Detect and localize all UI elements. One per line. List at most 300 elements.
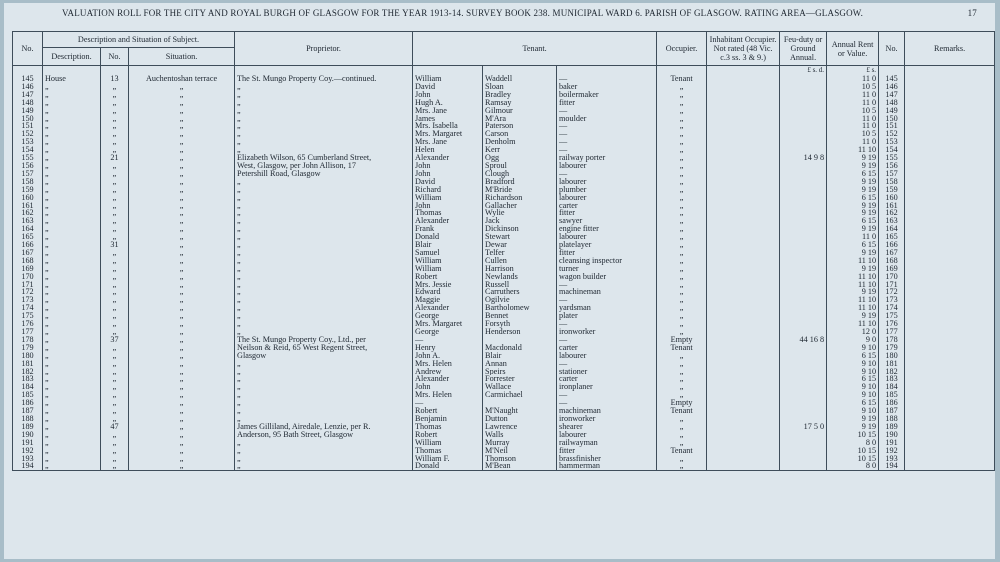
row-number-right: 154: [879, 146, 905, 154]
row-tenant-surname: Dickinson: [483, 225, 557, 233]
row-house-number: „: [101, 391, 129, 399]
row-number-right: 193: [879, 455, 905, 463]
row-tenant-first-name: Mrs. Jane: [413, 138, 483, 146]
row-house-number: „: [101, 130, 129, 138]
row-house-number: „: [101, 281, 129, 289]
row-remarks: [905, 241, 995, 249]
row-number: 168: [13, 257, 43, 265]
row-inhabitant-occupier: [707, 304, 780, 312]
row-occupier: Tenant: [657, 407, 707, 415]
row-proprietor: „: [235, 415, 413, 423]
row-number-right: 162: [879, 209, 905, 217]
row-occupier: „: [657, 130, 707, 138]
row-tenant-first-name: Mrs. Helen: [413, 391, 483, 399]
header-inhabitant-occupier: Inhabitant Occupier. Not rated (48 Vic. c.3 ss. 3 & 9.): [707, 32, 780, 66]
row-annual-rent: 9 10: [827, 391, 879, 399]
row-number: 176: [13, 320, 43, 328]
row-number: 181: [13, 360, 43, 368]
header-description: Description.: [43, 48, 101, 66]
row-feu-duty: [780, 130, 827, 138]
row-tenant-surname: Thomson: [483, 455, 557, 463]
row-feu-duty: [780, 107, 827, 115]
row-annual-rent: 11 0: [827, 75, 879, 83]
row-inhabitant-occupier: [707, 194, 780, 202]
row-tenant-first-name: Robert: [413, 407, 483, 415]
row-situation: „: [129, 115, 235, 123]
row-situation: „: [129, 146, 235, 154]
row-number: 182: [13, 368, 43, 376]
header-no: No.: [13, 32, 43, 66]
table-row: [13, 281, 995, 289]
row-remarks: [905, 296, 995, 304]
row-number: 175: [13, 312, 43, 320]
row-situation: „: [129, 383, 235, 391]
row-tenant-first-name: Donald: [413, 233, 483, 241]
row-feu-duty: [780, 447, 827, 455]
row-tenant-first-name: Alexander: [413, 304, 483, 312]
row-house-number: „: [101, 360, 129, 368]
row-occupier: „: [657, 233, 707, 241]
row-annual-rent: 10 5: [827, 107, 879, 115]
row-number-right: 194: [879, 462, 905, 470]
row-annual-rent: 9 19: [827, 249, 879, 257]
row-situation: „: [129, 225, 235, 233]
row-proprietor: „: [235, 186, 413, 194]
row-situation: „: [129, 281, 235, 289]
row-feu-duty: [780, 383, 827, 391]
row-tenant-surname: Russell: [483, 281, 557, 289]
row-situation: „: [129, 360, 235, 368]
row-number-right: 191: [879, 439, 905, 447]
row-inhabitant-occupier: [707, 209, 780, 217]
row-occupier: Tenant: [657, 344, 707, 352]
row-annual-rent: 9 19: [827, 225, 879, 233]
row-description: „: [43, 447, 101, 455]
row-tenant-surname: Richardson: [483, 194, 557, 202]
row-annual-rent: 6 15: [827, 217, 879, 225]
row-proprietor: „: [235, 455, 413, 463]
row-remarks: [905, 209, 995, 217]
table-row: [13, 162, 995, 170]
row-annual-rent: 11 0: [827, 233, 879, 241]
row-number-right: 190: [879, 431, 905, 439]
row-occupier: „: [657, 178, 707, 186]
row-tenant-first-name: Alexander: [413, 217, 483, 225]
units-row: [13, 66, 995, 76]
row-number-right: 192: [879, 447, 905, 455]
header-annual-rent: Annual Rent or Value.: [827, 32, 879, 66]
row-description: „: [43, 233, 101, 241]
row-number: 180: [13, 352, 43, 360]
row-tenant-occupation: —: [557, 296, 657, 304]
row-situation: „: [129, 352, 235, 360]
row-annual-rent: 11 10: [827, 304, 879, 312]
row-tenant-first-name: William F.: [413, 455, 483, 463]
row-inhabitant-occupier: [707, 99, 780, 107]
row-proprietor: „: [235, 233, 413, 241]
row-annual-rent: 9 19: [827, 186, 879, 194]
row-house-number: „: [101, 249, 129, 257]
row-feu-duty: [780, 273, 827, 281]
row-tenant-occupation: carter: [557, 344, 657, 352]
row-description: „: [43, 360, 101, 368]
row-tenant-surname: Paterson: [483, 122, 557, 130]
row-occupier: „: [657, 265, 707, 273]
row-feu-duty: [780, 312, 827, 320]
row-house-number: „: [101, 225, 129, 233]
row-annual-rent: 10 5: [827, 130, 879, 138]
header-feu-duty: Feu-duty or Ground Annual.: [780, 32, 827, 66]
table-row: [13, 209, 995, 217]
row-number-right: 152: [879, 130, 905, 138]
table-row: [13, 368, 995, 376]
row-annual-rent: 6 15: [827, 194, 879, 202]
row-inhabitant-occupier: [707, 439, 780, 447]
row-inhabitant-occupier: [707, 273, 780, 281]
row-house-number: „: [101, 447, 129, 455]
row-description: „: [43, 146, 101, 154]
row-situation: „: [129, 233, 235, 241]
row-tenant-surname: Stewart: [483, 233, 557, 241]
row-tenant-surname: Lawrence: [483, 423, 557, 431]
row-description: House: [43, 75, 101, 83]
row-feu-duty: [780, 186, 827, 194]
row-occupier: „: [657, 383, 707, 391]
row-tenant-surname: Telfer: [483, 249, 557, 257]
row-remarks: [905, 122, 995, 130]
row-tenant-first-name: Mrs. Margaret: [413, 130, 483, 138]
row-tenant-surname: Murray: [483, 439, 557, 447]
row-tenant-occupation: labourer: [557, 178, 657, 186]
row-occupier: „: [657, 194, 707, 202]
row-proprietor: Glasgow: [235, 352, 413, 360]
row-house-number: „: [101, 352, 129, 360]
row-occupier: „: [657, 154, 707, 162]
table-row: [13, 83, 995, 91]
row-tenant-occupation: ironplaner: [557, 383, 657, 391]
row-tenant-occupation: labourer: [557, 431, 657, 439]
row-inhabitant-occupier: [707, 375, 780, 383]
row-number: 145: [13, 75, 43, 83]
row-annual-rent: 9 10: [827, 368, 879, 376]
row-description: „: [43, 209, 101, 217]
header-house-no: No.: [101, 48, 129, 66]
row-tenant-surname: Cullen: [483, 257, 557, 265]
row-situation: „: [129, 122, 235, 130]
row-tenant-surname: Wylie: [483, 209, 557, 217]
row-feu-duty: [780, 399, 827, 407]
row-description: „: [43, 122, 101, 130]
row-number: 159: [13, 186, 43, 194]
row-feu-duty: [780, 328, 827, 336]
row-feu-duty: [780, 391, 827, 399]
row-house-number: „: [101, 375, 129, 383]
row-situation: „: [129, 288, 235, 296]
row-occupier: „: [657, 462, 707, 470]
row-description: „: [43, 391, 101, 399]
row-inhabitant-occupier: [707, 75, 780, 83]
row-inhabitant-occupier: [707, 154, 780, 162]
row-tenant-first-name: Mrs. Helen: [413, 360, 483, 368]
row-number-right: 145: [879, 75, 905, 83]
row-annual-rent: 9 19: [827, 178, 879, 186]
row-proprietor: „: [235, 462, 413, 470]
table-row: [13, 352, 995, 360]
row-house-number: „: [101, 328, 129, 336]
row-house-number: „: [101, 217, 129, 225]
row-remarks: [905, 83, 995, 91]
row-feu-duty: [780, 209, 827, 217]
row-tenant-surname: Macdonald: [483, 344, 557, 352]
row-feu-duty: [780, 415, 827, 423]
table-row: [13, 312, 995, 320]
row-tenant-surname: Forsyth: [483, 320, 557, 328]
row-tenant-occupation: baker: [557, 83, 657, 91]
row-house-number: „: [101, 202, 129, 210]
row-tenant-occupation: plumber: [557, 186, 657, 194]
row-tenant-first-name: William: [413, 257, 483, 265]
table-row: [13, 320, 995, 328]
row-tenant-surname: Ogilvie: [483, 296, 557, 304]
row-occupier: „: [657, 225, 707, 233]
row-occupier: „: [657, 281, 707, 289]
row-house-number: 21: [101, 154, 129, 162]
row-description: „: [43, 130, 101, 138]
row-description: „: [43, 225, 101, 233]
row-tenant-first-name: William: [413, 439, 483, 447]
row-tenant-occupation: yardsman: [557, 304, 657, 312]
row-tenant-occupation: ironworker: [557, 415, 657, 423]
table-row: [13, 431, 995, 439]
row-tenant-occupation: sawyer: [557, 217, 657, 225]
row-feu-duty: [780, 138, 827, 146]
row-feu-duty: [780, 146, 827, 154]
row-inhabitant-occupier: [707, 265, 780, 273]
row-description: „: [43, 462, 101, 470]
valuation-roll-page: [4, 3, 995, 559]
row-inhabitant-occupier: [707, 407, 780, 415]
row-tenant-first-name: George: [413, 312, 483, 320]
row-inhabitant-occupier: [707, 383, 780, 391]
row-tenant-surname: Harrison: [483, 265, 557, 273]
row-number-right: 168: [879, 257, 905, 265]
header-tenant: Tenant.: [413, 32, 657, 66]
row-tenant-occupation: fitter: [557, 99, 657, 107]
row-situation: „: [129, 265, 235, 273]
row-inhabitant-occupier: [707, 249, 780, 257]
table-row: [13, 178, 995, 186]
row-remarks: [905, 281, 995, 289]
table-row: [13, 288, 995, 296]
row-number: 179: [13, 344, 43, 352]
row-inhabitant-occupier: [707, 225, 780, 233]
row-feu-duty: [780, 217, 827, 225]
row-tenant-occupation: turner: [557, 265, 657, 273]
row-annual-rent: 6 15: [827, 352, 879, 360]
row-number: 147: [13, 91, 43, 99]
row-annual-rent: 11 10: [827, 146, 879, 154]
row-feu-duty: [780, 288, 827, 296]
row-inhabitant-occupier: [707, 360, 780, 368]
row-situation: „: [129, 130, 235, 138]
row-description: „: [43, 194, 101, 202]
row-number-right: 146: [879, 83, 905, 91]
table-row: [13, 336, 995, 344]
row-remarks: [905, 99, 995, 107]
row-description: „: [43, 288, 101, 296]
row-number-right: 177: [879, 328, 905, 336]
row-situation: „: [129, 257, 235, 265]
row-tenant-occupation: railwayman: [557, 439, 657, 447]
row-occupier: „: [657, 328, 707, 336]
row-annual-rent: 11 0: [827, 99, 879, 107]
row-tenant-first-name: Mrs. Jane: [413, 107, 483, 115]
row-proprietor: „: [235, 368, 413, 376]
row-inhabitant-occupier: [707, 217, 780, 225]
row-feu-duty: [780, 407, 827, 415]
row-feu-duty: [780, 225, 827, 233]
row-tenant-occupation: machineman: [557, 288, 657, 296]
row-occupier: „: [657, 107, 707, 115]
row-inhabitant-occupier: [707, 447, 780, 455]
row-number: 157: [13, 170, 43, 178]
row-number: 146: [13, 83, 43, 91]
row-situation: „: [129, 304, 235, 312]
row-occupier: „: [657, 170, 707, 178]
row-remarks: [905, 249, 995, 257]
row-annual-rent: 9 10: [827, 360, 879, 368]
row-description: „: [43, 368, 101, 376]
row-proprietor: Anderson, 95 Bath Street, Glasgow: [235, 431, 413, 439]
row-occupier: „: [657, 122, 707, 130]
table-row: [13, 399, 995, 407]
row-proprietor: „: [235, 107, 413, 115]
row-proprietor: The St. Mungo Property Coy., Ltd., per: [235, 336, 413, 344]
row-proprietor: „: [235, 265, 413, 273]
row-tenant-surname: Jack: [483, 217, 557, 225]
row-feu-duty: [780, 431, 827, 439]
row-annual-rent: 9 0: [827, 336, 879, 344]
row-proprietor: West, Glasgow, per John Allison, 17: [235, 162, 413, 170]
row-proprietor: „: [235, 304, 413, 312]
row-house-number: „: [101, 83, 129, 91]
row-proprietor: „: [235, 83, 413, 91]
row-proprietor: „: [235, 115, 413, 123]
row-house-number: 37: [101, 336, 129, 344]
row-inhabitant-occupier: [707, 431, 780, 439]
row-tenant-first-name: John: [413, 170, 483, 178]
row-number-right: 157: [879, 170, 905, 178]
row-inhabitant-occupier: [707, 320, 780, 328]
row-number-right: 175: [879, 312, 905, 320]
table-row: [13, 170, 995, 178]
row-description: „: [43, 296, 101, 304]
row-situation: „: [129, 107, 235, 115]
row-situation: „: [129, 296, 235, 304]
table-row: [13, 154, 995, 162]
table-row: [13, 375, 995, 383]
row-number: 153: [13, 138, 43, 146]
row-number: 161: [13, 202, 43, 210]
row-number: 156: [13, 162, 43, 170]
row-tenant-surname: M'Bride: [483, 186, 557, 194]
row-remarks: [905, 407, 995, 415]
row-tenant-first-name: Maggie: [413, 296, 483, 304]
row-proprietor: „: [235, 257, 413, 265]
row-tenant-occupation: labourer: [557, 233, 657, 241]
row-situation: „: [129, 170, 235, 178]
row-tenant-first-name: Mrs. Jessie: [413, 281, 483, 289]
row-tenant-first-name: Hugh A.: [413, 99, 483, 107]
row-number: 150: [13, 115, 43, 123]
row-number: 192: [13, 447, 43, 455]
row-occupier: „: [657, 431, 707, 439]
row-number-right: 187: [879, 407, 905, 415]
row-house-number: „: [101, 138, 129, 146]
row-feu-duty: [780, 202, 827, 210]
row-remarks: [905, 439, 995, 447]
row-inhabitant-occupier: [707, 312, 780, 320]
table-row: [13, 217, 995, 225]
row-inhabitant-occupier: [707, 344, 780, 352]
row-description: „: [43, 107, 101, 115]
row-tenant-surname: Wallace: [483, 383, 557, 391]
row-tenant-first-name: Blair: [413, 241, 483, 249]
row-house-number: 13: [101, 75, 129, 83]
row-occupier: „: [657, 257, 707, 265]
row-occupier: „: [657, 455, 707, 463]
row-house-number: 31: [101, 241, 129, 249]
row-occupier: „: [657, 241, 707, 249]
row-tenant-occupation: fitter: [557, 249, 657, 257]
row-situation: „: [129, 423, 235, 431]
row-house-number: „: [101, 170, 129, 178]
row-house-number: „: [101, 194, 129, 202]
row-tenant-occupation: —: [557, 170, 657, 178]
row-tenant-surname: Dewar: [483, 241, 557, 249]
row-feu-duty: [780, 170, 827, 178]
row-proprietor: Elizabeth Wilson, 65 Cumberland Street,: [235, 154, 413, 162]
table-row: [13, 122, 995, 130]
table-row: [13, 75, 995, 83]
row-tenant-surname: Henderson: [483, 328, 557, 336]
row-number-right: 163: [879, 217, 905, 225]
row-remarks: [905, 431, 995, 439]
row-inhabitant-occupier: [707, 91, 780, 99]
row-number-right: 151: [879, 122, 905, 130]
row-tenant-first-name: David: [413, 178, 483, 186]
row-proprietor: „: [235, 360, 413, 368]
header-description-group: Description and Situation of Subject.: [43, 32, 235, 48]
row-tenant-occupation: fitter: [557, 209, 657, 217]
table-row: [13, 99, 995, 107]
row-house-number: „: [101, 288, 129, 296]
row-number: 167: [13, 249, 43, 257]
row-number: 172: [13, 288, 43, 296]
row-tenant-occupation: carter: [557, 375, 657, 383]
row-occupier: „: [657, 415, 707, 423]
row-proprietor: „: [235, 320, 413, 328]
table-row: [13, 462, 995, 470]
row-annual-rent: 11 10: [827, 257, 879, 265]
row-situation: „: [129, 194, 235, 202]
row-annual-rent: 8 0: [827, 462, 879, 470]
row-number: 162: [13, 209, 43, 217]
row-description: „: [43, 241, 101, 249]
header-occupier: Occupier.: [657, 32, 707, 66]
row-feu-duty: [780, 281, 827, 289]
rent-units: £ s.: [827, 66, 879, 76]
